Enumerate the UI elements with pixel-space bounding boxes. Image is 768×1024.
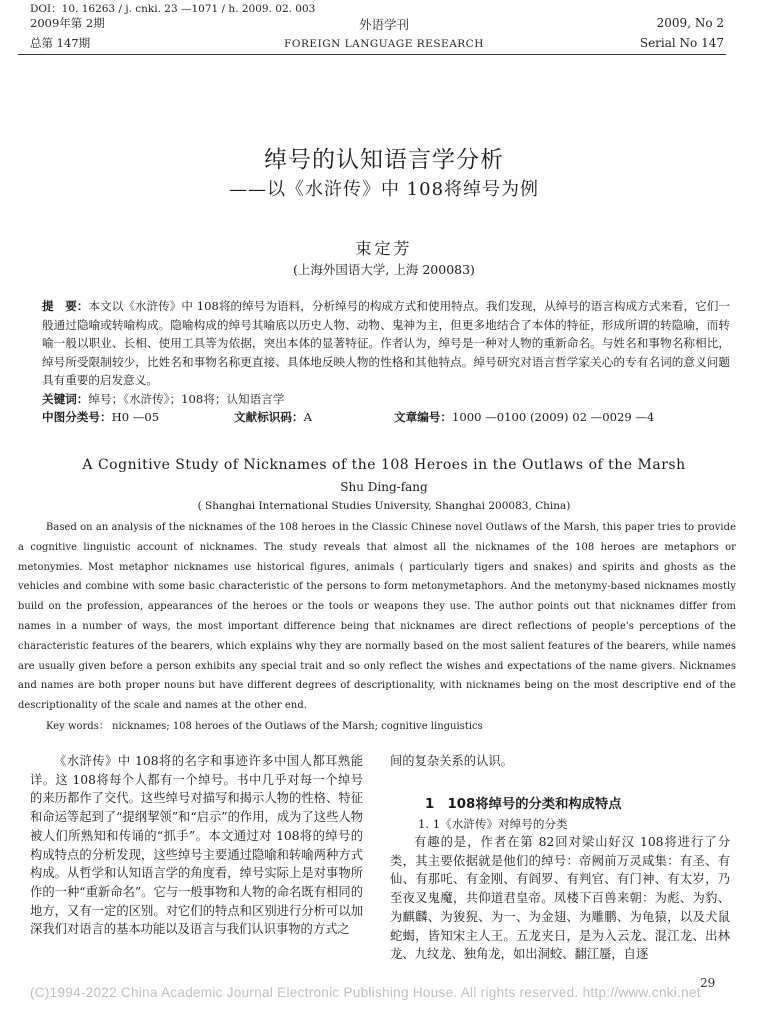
author-affiliation: (上海外国语大学, 上海 200083)	[293, 262, 475, 277]
page-number: 29	[700, 976, 716, 990]
english-author: Shu Ding-fang	[340, 480, 428, 494]
copyright-watermark: (C)1994-2022 China Academic Journal Electronic Publishing House. All rights reserved. http://www.cnki.net	[30, 985, 701, 1000]
clc-value: H0 —05	[111, 409, 160, 424]
english-title: A Cognitive Study of Nicknames of the 108 Heroes in the Outlaws of the Marsh	[82, 457, 686, 473]
abstract-label: 提 要：	[42, 299, 89, 313]
paper-title: 绰号的认知语言学分析	[264, 147, 504, 173]
article-label: 文章编号：	[394, 409, 452, 424]
header-rule	[18, 54, 726, 55]
abstract-cn	[42, 297, 730, 426]
paper-subtitle: ——以《水浒传》中 108将绰号为例	[228, 179, 540, 200]
section-heading-1: 1 108将绰号的分类和构成特点	[425, 797, 622, 812]
doc-label: 文献标识码：	[234, 409, 304, 424]
doi-line: DOI：10. 16263 / j. cnki. 23 —1071 / h. 2009. 02. 003	[30, 3, 316, 15]
author-name: 束定芳	[355, 239, 413, 258]
year-no: 2009, No 2	[656, 16, 724, 30]
keywords-label: 关键词：	[42, 391, 89, 406]
article-value: 1000 —0100 (2009) 02 —0029 —4	[451, 409, 655, 424]
section-heading-1-1: 1. 1《水浒传》对绰号的分类	[418, 817, 568, 831]
clc-label: 中图分类号：	[42, 409, 112, 424]
serial-no: Serial No 147	[639, 36, 724, 50]
english-keywords-label: Key words：	[46, 721, 109, 732]
abstract-text: 本文以《水浒传》中 108将的绰号为语料，分析绰号的构成方式和使用特点。我们发现，从绰号的语言构成方式来看，它们一般通过隐喻或转喻构成。隐喻构成的绰号其喻底以历史人物、动物、鬼神为主，但更多地结合了本体的特征，形成所谓的转隐喻，而转喻一般以职业、长相、使用工具等为依据，突出本体的显著特征。作者认为，绰号是一种对人物的重新命名。与姓名和事物名称相比，绰号所受限制较少，比姓名和事物名称更直接、具体地反映人物的性格和其他特点。绰号研究对语言哲学家关心的专有名词的意义问题具有重要的启发意义。	[42, 299, 730, 388]
english-abstract: Based on an analysis of the nicknames of the 108 heroes in the Classic Chinese novel Outlaws of the Marsh, this paper tries to provide a cognitive linguistic account of nicknames. The study reveals that almost all the nicknames of the 108 heroes are metaphors or metonymies. Most metaphor nicknames use historical figures, animals ( particularly tigers and snakes) and spirits and ghosts as the vehicles and combine with some basic characteristic of the persons to form metonymetaphors. And the metonymy-based nicknames mostly build on the profession, appearances of the heroes or the tools or weapons they use. The author points out that nicknames differ from names in a number of ways, the most important difference being that nicknames are direct reflections of people's perceptions of the characteristic features of the bearers, which explains why they are normally based on the most salient features of the bearers, while names are usually given before a person exhibits any special trait and so only reflect the wishes and expectations of the name givers. Nicknames and names are both proper nouns but have different degrees of descriptionality, with nicknames being on the most descriptive end of the descriptionality of the scale and names at the other end.	[18, 522, 737, 712]
issue-cn: 2009年第 2期	[30, 16, 105, 30]
classification-line	[42, 408, 730, 426]
body-left-paragraph: 《水浒传》中 108将的名字和事迹许多中国人都耳熟能详。这 108将每个人都有一个绰号。书中几乎对每一个绰号的来历都作了交代。这些绰号对描写和揭示人物的性格、特征和命运等起到了“提纲挈领”和“启示”的作用，成为了这些人物被人们所熟知和传诵的“抓手”。本文通过对 108将的绰号的构成特点的分析发现，这些绰号主要通过隐喻和转喻两种方式构成。从哲学和认知语言学的角度看，绰号实际上是对事物所作的一种“重新命名”。它与一般事物和人物的命名既有相同的地方，又有一定的区别。对它们的特点和区别进行分析可以加深我们对语言的基本功能以及语言与我们认识事物的方式之	[30, 754, 363, 937]
doc-value: A	[303, 409, 312, 424]
body-right-continuation: 间的复杂关系的认识。	[390, 754, 513, 768]
total-issue: 总第 147期	[30, 36, 91, 50]
journal-en: FOREIGN LANGUAGE RESEARCH	[284, 38, 484, 50]
english-keywords-text: nicknames; 108 heroes of the Outlaws of the Marsh; cognitive linguistics	[112, 721, 483, 732]
keywords-text: 绰号；《水浒传》；108将；认知语言学	[88, 391, 285, 406]
body-right-paragraph: 有趣的是，作者在第 82回对梁山好汉 108将进行了分类，其主要依据就是他们的绰号：帝阙前万灵咸集：有圣、有仙、有那吒、有金刚、有阎罗、有判官、有门神、有太岁，乃至夜叉鬼魔，共仰道君皇帝。凤楼下百兽来朝：为彪、为豹、为麒麟、为狻猊、为一、为金翅、为雕鹏、为龟猿，以及犬鼠蛇蝎，皆知宋主人王。五龙夹日，是为入云龙、混江龙、出林龙、九纹龙、独角龙，如出洞蛟、翻江蜃，自逐	[390, 835, 730, 962]
keywords-cn	[42, 390, 730, 408]
english-keywords	[46, 717, 736, 732]
journal-cn: 外语学刊	[358, 17, 409, 32]
english-affiliation: ( Shanghai International Studies University, Shanghai 200083, China)	[197, 500, 571, 512]
